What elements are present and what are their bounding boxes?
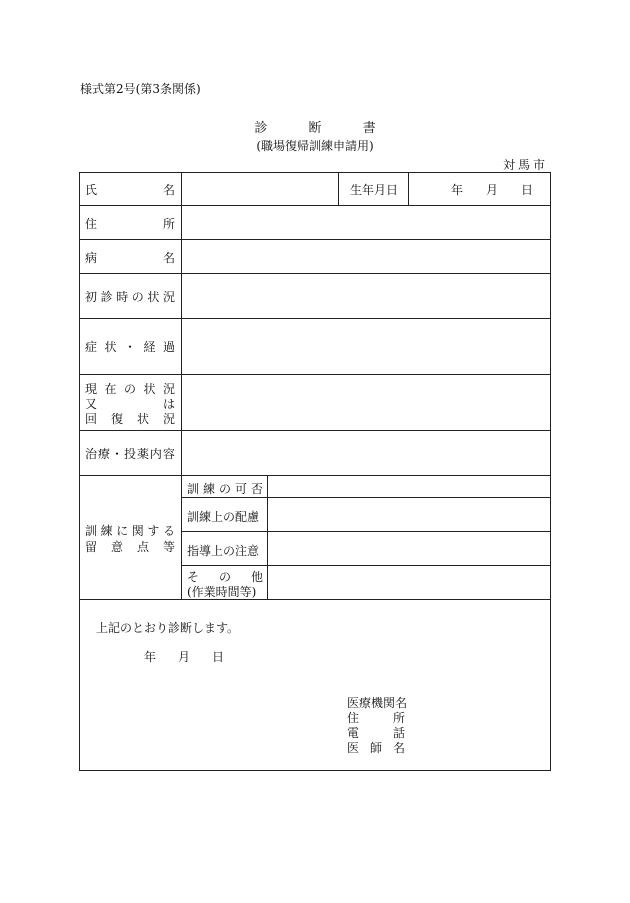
document-subtitle: (職場復帰訓練申請用) <box>256 139 374 153</box>
document-title <box>0 117 630 136</box>
other-label: その他 <box>187 570 263 584</box>
certification-month: 月 <box>178 650 191 664</box>
issuer-city: 対馬市 <box>502 158 548 172</box>
row-divider <box>79 318 551 319</box>
row-divider <box>79 205 551 206</box>
current-status-label-line2: 又 は <box>85 397 175 411</box>
current-status-label-line3: 回 復 状 況 <box>85 412 175 426</box>
name-label: 氏 名 <box>85 183 175 197</box>
title-char: 断 <box>308 121 322 136</box>
row-divider <box>79 430 551 431</box>
title-char: 診 <box>254 121 268 136</box>
certification-statement: 上記のとおり診断します。 <box>96 621 240 635</box>
row-divider <box>79 273 551 274</box>
symptoms-progress-label: 症 状 ・ 経 過 <box>85 340 175 354</box>
certification-year: 年 <box>144 650 157 664</box>
address-label: 住 所 <box>85 217 175 231</box>
training-feasibility-label: 訓練の可否 <box>187 482 263 496</box>
doctor-name-label: 医師名 <box>347 741 405 755</box>
initial-condition-label: 初 診 時 の 状 況 <box>85 290 175 304</box>
row-divider <box>79 475 551 476</box>
work-hours-label: (作業時間等) <box>187 585 257 599</box>
institution-address-label: 住所 <box>347 711 405 725</box>
title-char: 書 <box>362 121 376 136</box>
column-divider <box>181 172 182 599</box>
guidance-caution-label: 指導上の注意 <box>187 544 260 558</box>
row-divider <box>181 497 551 498</box>
training-notes-label-line2: 留 意 点 等 <box>85 540 175 554</box>
row-divider <box>181 565 551 566</box>
column-divider <box>267 475 268 599</box>
treatment-label: 治 療 ・ 投 薬 内 容 <box>85 447 175 461</box>
row-divider <box>181 531 551 532</box>
current-status-label-line1: 現 在 の 状 況 <box>85 382 175 396</box>
training-notes-label-line1: 訓 練 に 関 す る <box>85 524 175 538</box>
institution-name-label: 医 療 機 関 名 <box>347 696 408 710</box>
row-divider <box>79 239 551 240</box>
birthdate-label: 生年月日 <box>349 183 398 197</box>
column-divider <box>338 172 339 205</box>
institution-phone-label: 電話 <box>347 726 405 740</box>
column-divider <box>408 172 409 205</box>
form-number: 様式第2号(第3条関係) <box>80 82 201 96</box>
birthdate-year: 年 <box>451 183 464 197</box>
birthdate-month: 月 <box>486 183 499 197</box>
training-consideration-label: 訓練上の配慮 <box>187 510 260 524</box>
row-divider <box>79 599 551 600</box>
row-divider <box>79 374 551 375</box>
disease-name-label: 病 名 <box>85 251 175 265</box>
certification-day: 日 <box>212 650 225 664</box>
birthdate-day: 日 <box>521 183 534 197</box>
